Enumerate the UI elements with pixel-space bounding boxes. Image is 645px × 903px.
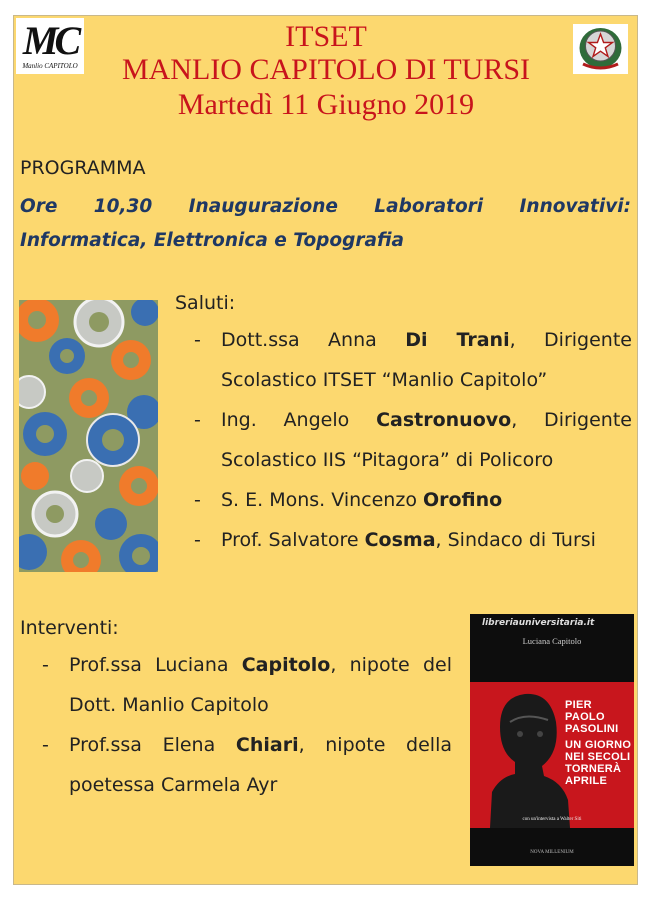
event-date: Martedì 11 Giugno 2019 <box>177 88 475 121</box>
book-title-top: PIER PAOLO PASOLINI <box>565 699 619 735</box>
school-logo <box>16 18 84 74</box>
book-title-main: UN GIORNO NEI SECOLI TORNERÀ APRILE <box>565 739 632 787</box>
book-title <box>565 699 633 787</box>
inauguration-line-1: Ore 10,30 Inaugurazione Laboratori Innovativi: <box>20 196 631 217</box>
book-publisher: NOVA MILLENIUM <box>530 850 574 855</box>
inauguration-line-2: Informatica, Elettronica e Topografia <box>20 230 405 251</box>
book-author: Luciana Capitolo <box>522 636 582 646</box>
greetings-heading: Saluti: <box>175 292 236 314</box>
list-item: - Prof. Salvatore Cosma, Sindaco di Tursi <box>194 529 596 551</box>
list-item: - S. E. Mons. Vincenzo Orofino <box>194 489 503 511</box>
list-item: - Dott.ssa Anna Di Trani, Dirigente Scolastico ITSET “Manlio Capitolo” <box>194 329 632 391</box>
event-header <box>80 20 572 123</box>
speeches-list <box>42 645 452 805</box>
book-subtitle: con un'intervista a Walter Siti <box>522 817 582 822</box>
book-site-label: libreriauniversitaria.it <box>482 618 595 628</box>
gears-illustration <box>19 300 158 572</box>
list-item: - Prof.ssa Luciana Capitolo, nipote del Dott. Manlio Capitolo <box>42 654 452 716</box>
list-item: - Ing. Angelo Castronuovo, Dirigente Scolastico IIS “Pitagora” di Policoro <box>194 409 632 471</box>
program-heading: PROGRAMMA <box>20 157 146 179</box>
inauguration-text <box>20 190 631 258</box>
school-name: MANLIO CAPITOLO DI TURSI <box>121 53 531 86</box>
logo-caption: Manlio CAPITOLO <box>22 62 78 70</box>
school-acronym: ITSET <box>285 20 367 53</box>
book-cover <box>470 614 634 866</box>
list-item: - Prof.ssa Elena Chiari, nipote della poetessa Carmela Ayr <box>42 734 453 796</box>
greetings-list <box>194 320 632 560</box>
logo-monogram: MC <box>22 18 78 63</box>
speeches-heading: Interventi: <box>20 617 119 639</box>
italian-republic-emblem-icon <box>573 24 628 74</box>
